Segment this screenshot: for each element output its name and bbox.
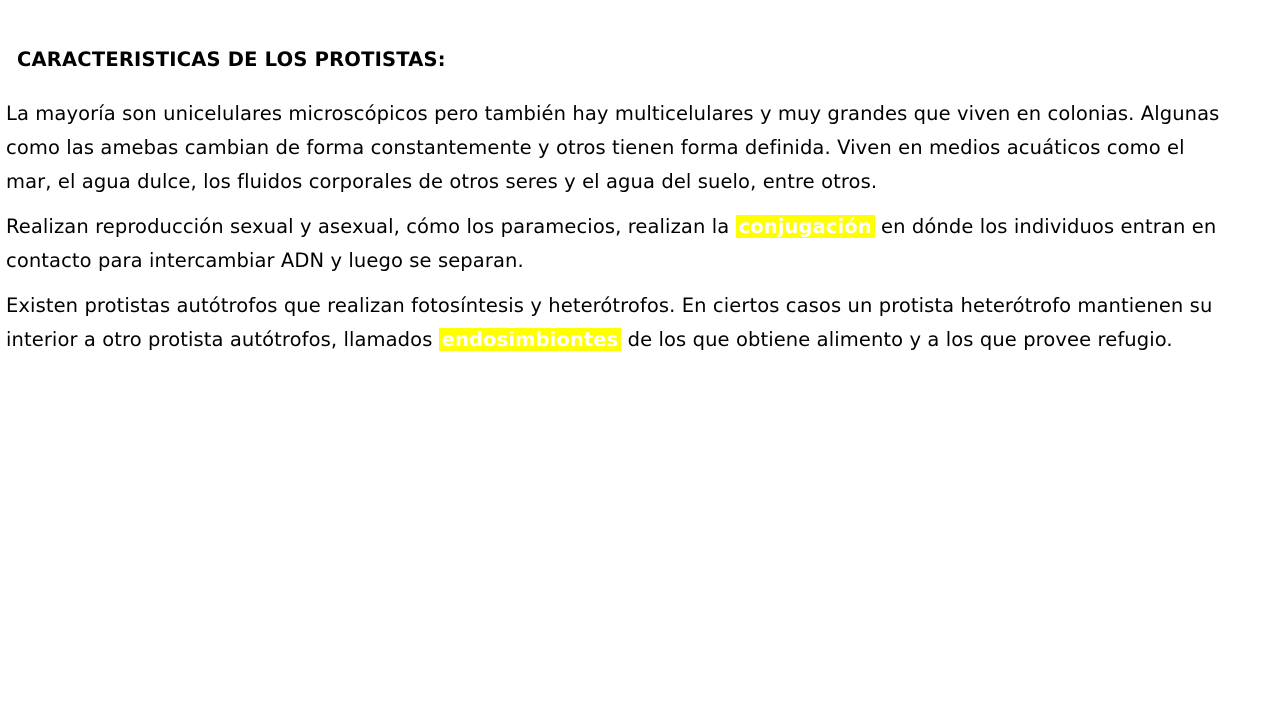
paragraph-reproduction xyxy=(6,210,1231,278)
paragraph-reproduction-text-after: en dónde los individuos entran en contacto para intercambiar ADN y luego se separan. xyxy=(6,215,1217,272)
paragraph-characteristics: La mayoría son unicelulares microscópicos pero también hay multicelulares y muy grandes que viven en colonias. Algunas como las amebas cambian de forma constantemente y otros tienen forma definida. Viven en medios acuáticos como el mar, el agua dulce, los fluidos corporales de otros seres y el agua del suelo, entre otros. xyxy=(6,102,1220,193)
highlighted-term-endosimbiontes: endosimbiontes xyxy=(439,328,622,351)
paragraph-nutrition-text-after: de los que obtiene alimento y a los que provee refugio. xyxy=(621,328,1173,351)
highlighted-term-conjugacion: conjugación xyxy=(736,215,875,238)
paragraph-nutrition-text-before: Existen protistas autótrofos que realizan fotosíntesis y heterótrofos. En ciertos casos un protista heterótrofo mantienen su interior a otro protista autótrofos, llamados xyxy=(6,294,1213,351)
paragraph-nutrition xyxy=(6,289,1231,357)
slide-body xyxy=(6,97,1231,368)
paragraph-reproduction-text-before: Realizan reproducción sexual y asexual, cómo los paramecios, realizan la xyxy=(6,215,736,238)
slide-title: CARACTERISTICAS DE LOS PROTISTAS: xyxy=(17,48,446,71)
